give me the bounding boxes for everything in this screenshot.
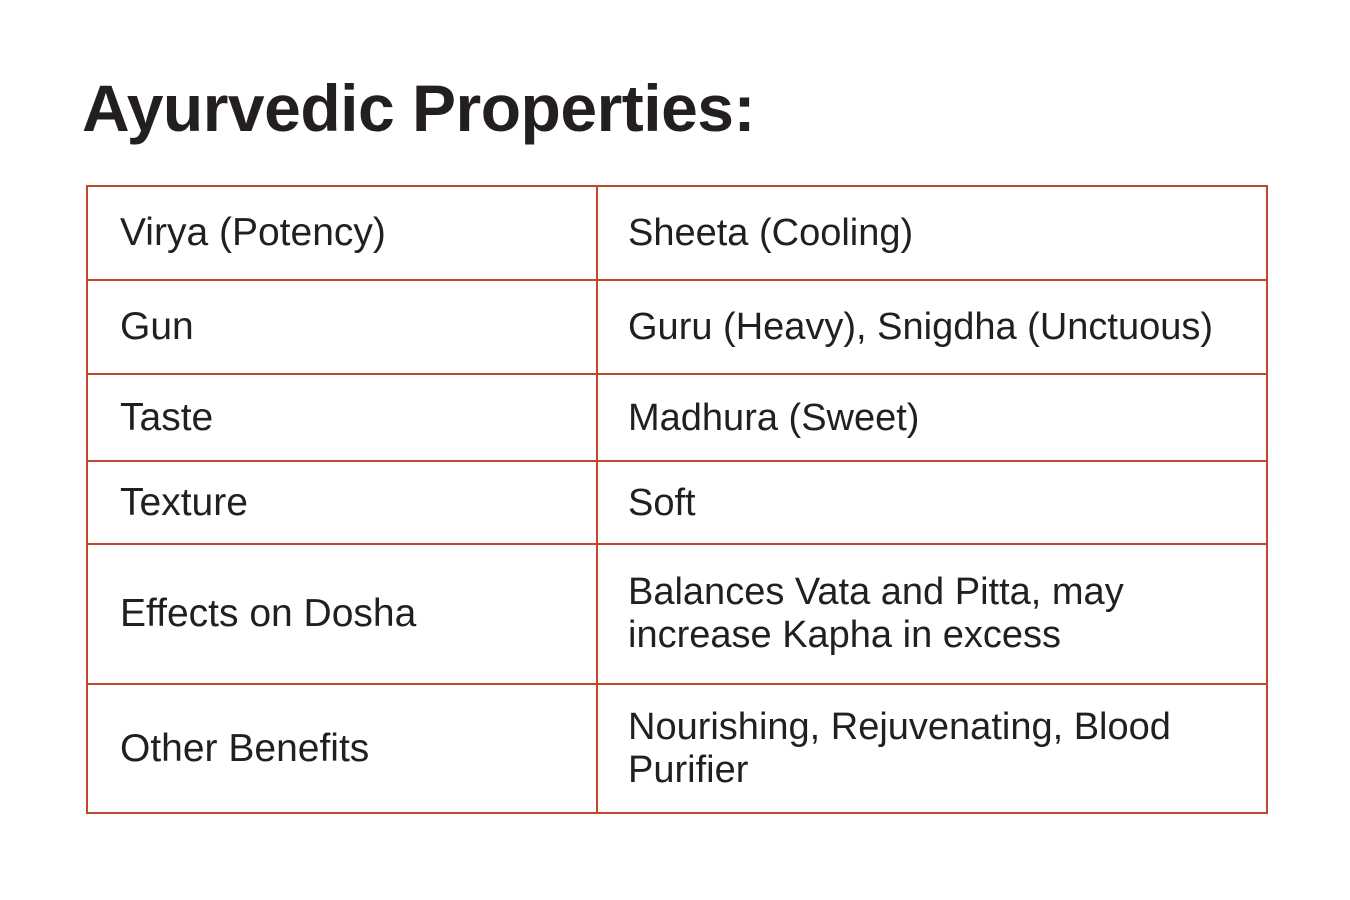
table-row — [87, 461, 1267, 544]
table-row — [87, 186, 1267, 280]
property-name-cell: Gun — [87, 280, 597, 374]
properties-table — [86, 185, 1268, 814]
property-value-cell: Madhura (Sweet) — [597, 374, 1267, 461]
property-name-cell: Virya (Potency) — [87, 186, 597, 280]
property-name-cell: Effects on Dosha — [87, 544, 597, 684]
page-title: Ayurvedic Properties: — [82, 71, 755, 145]
property-value-cell: Guru (Heavy), Snigdha (Unctuous) — [597, 280, 1267, 374]
property-name-cell: Taste — [87, 374, 597, 461]
property-value-cell: Sheeta (Cooling) — [597, 186, 1267, 280]
property-name-cell: Other Benefits — [87, 684, 597, 813]
table-row — [87, 280, 1267, 374]
property-value-cell: Balances Vata and Pitta, may increase Kapha in excess — [597, 544, 1267, 684]
table-row — [87, 374, 1267, 461]
table-row — [87, 544, 1267, 684]
property-value-cell: Nourishing, Rejuvenating, Blood Purifier — [597, 684, 1267, 813]
table-row — [87, 684, 1267, 813]
property-value-cell: Soft — [597, 461, 1267, 544]
property-name-cell: Texture — [87, 461, 597, 544]
